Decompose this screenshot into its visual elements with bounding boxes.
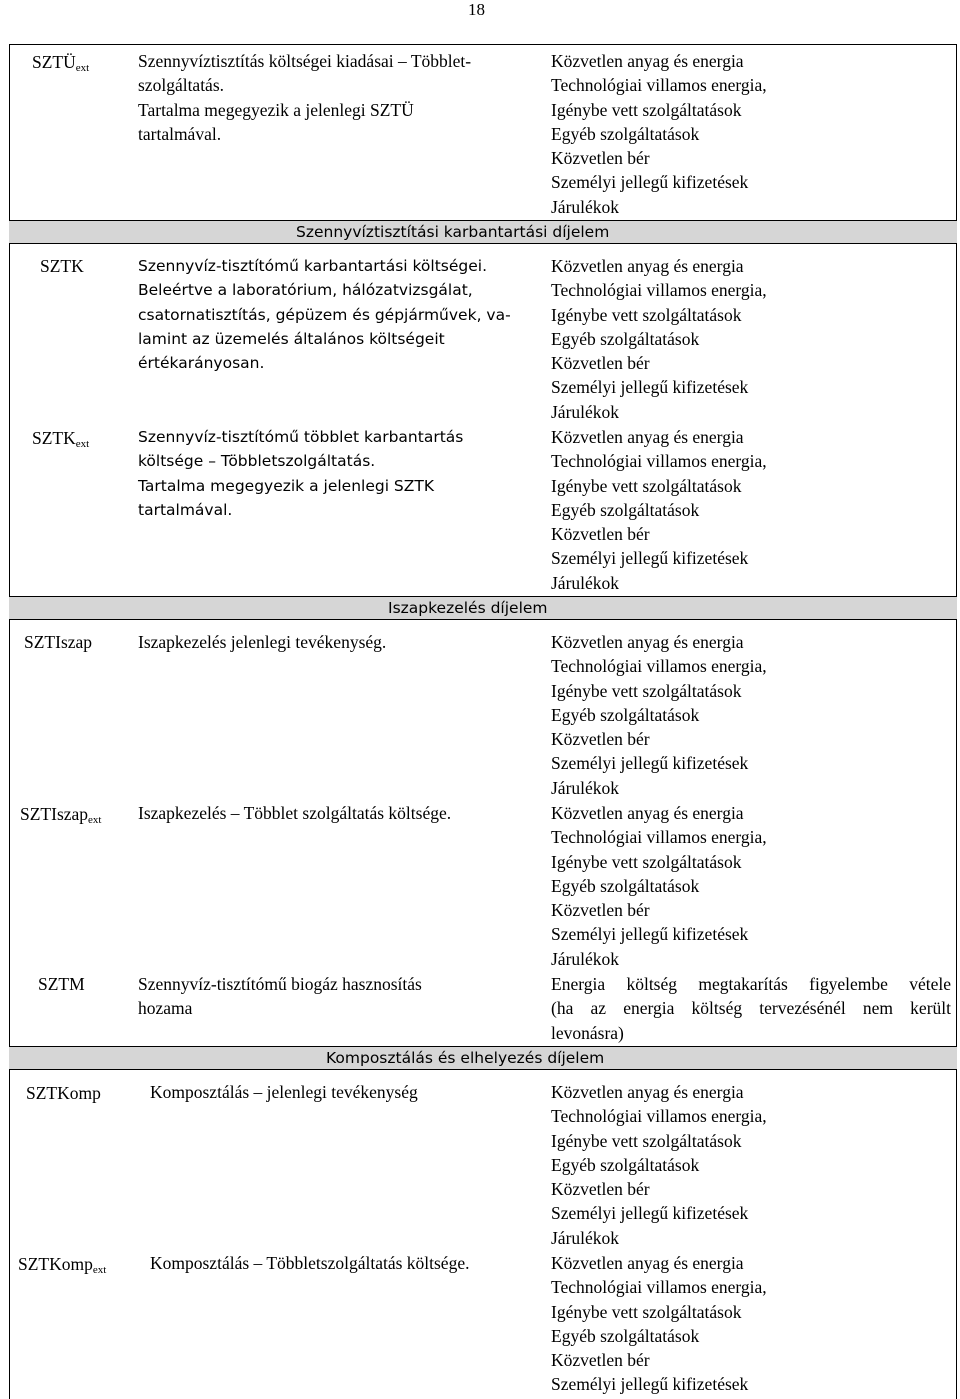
row-desc-sztu-ext: Szennyvíztisztítás költségei kiadásai – Többlet- szolgáltatás. Tartalma megegyezik a jelenlegi SZTÜ tartalmával. (138, 51, 472, 144)
cost-list-sztiszap-ext: Közvetlen anyag és energia Technológiai villamos energia, Igénybe vett szolgáltatások Egyéb szolgáltatások Közvetlen bér Személyi jellegű kifizetések Járulékok (551, 803, 767, 969)
cost-list-sztkomp: Közvetlen anyag és energia Technológiai villamos energia, Igénybe vett szolgáltatások Egyéb szolgáltatások Közvetlen bér Személyi jellegű kifizetések Járulékok (551, 1082, 767, 1248)
row-desc-sztiszap-ext: Iszapkezelés – Többlet szolgáltatás költsége. (138, 803, 452, 823)
row-desc-sztk: Szennyvíz-tisztítómű karbantartási költségei. Beleértve a laboratórium, hálózatvizsgálat, csatornatisztítás, gépüzem és gépjárművek, va- lamint az üzemelés általános költségeit értékarányosan. (138, 254, 511, 375)
energy-note-sztm: Energia költség megtakarítás figyelembe vétele (ha az energia költség tervezésénél nem került levonásra) (551, 974, 951, 1043)
row-code-sztiszap-ext: SZTIszap$_{ext}$ (20, 804, 102, 826)
row-code-sztk-ext: $SZTK_{ext}$ (32, 428, 90, 450)
band-title-iszap: Iszapkezelés díjelem (388, 599, 548, 617)
row-desc-sztk-bold: Szennyvíz-tisztítómű karbantartási költségei. (138, 257, 488, 275)
band-title-karbantartas: Szennyvíztisztítási karbantartási díjelem (296, 223, 610, 241)
page-number: 18 (468, 0, 485, 19)
row-code-sztm: SZTM (38, 974, 85, 994)
cost-list-sztk-ext: Közvetlen anyag és energia Technológiai villamos energia, Igénybe vett szolgáltatások Egyéb szolgáltatások Közvetlen bér Személyi jellegű kifizetések Járulékok (551, 427, 767, 593)
row-desc-sztm: Szennyvíz-tisztítómű biogáz hasznosítás hozama (138, 974, 422, 1019)
cost-list-sztu-ext: Közvetlen anyag és energia Technológiai villamos energia, Igénybe vett szolgáltatások Egyéb szolgáltatások Közvetlen bér Személyi jellegű kifizetések Járulékok (551, 51, 767, 217)
row-code-sztkomp: SZTKomp (26, 1083, 101, 1103)
row-code-sztu-ext: $SZTÜ_{ext}$ (32, 52, 90, 74)
row-desc-sztkomp-ext: Komposztálás – Többletszolgáltatás költsége. (150, 1253, 470, 1273)
cost-list-sztkomp-ext: Közvetlen anyag és energia Technológiai villamos energia, Igénybe vett szolgáltatások Egyéb szolgáltatások Közvetlen bér Személyi jellegű kifizetések (551, 1253, 767, 1395)
cost-list-sztk: Közvetlen anyag és energia Technológiai villamos energia, Igénybe vett szolgáltatások Egyéb szolgáltatások Közvetlen bér Személyi jellegű kifizetések Járulékok (551, 256, 767, 422)
cost-list-sztiszap: Közvetlen anyag és energia Technológiai villamos energia, Igénybe vett szolgáltatások Egyéb szolgáltatások Közvetlen bér Személyi jellegű kifizetések Járulékok (551, 632, 767, 798)
row-desc-sztiszap: Iszapkezelés jelenlegi tevékenység. (138, 632, 387, 652)
row-code-sztk: SZTK (40, 256, 84, 276)
band-title-komposzt: Komposztálás és elhelyezés díjelem (326, 1049, 605, 1067)
row-code-sztiszap: SZTIszap (24, 632, 93, 652)
table-frame (9, 44, 957, 1399)
row-desc-sztkomp: Komposztálás – jelenlegi tevékenység (150, 1082, 418, 1102)
row-code-sztkomp-ext: SZTKomp$_{ext}$ (18, 1254, 107, 1276)
row-desc-sztk-ext: Szennyvíz-tisztítómű többlet karbantartás költsége – Többletszolgáltatás. Tartalma megegyezik a jelenlegi SZTK tartalmával. (138, 428, 464, 519)
